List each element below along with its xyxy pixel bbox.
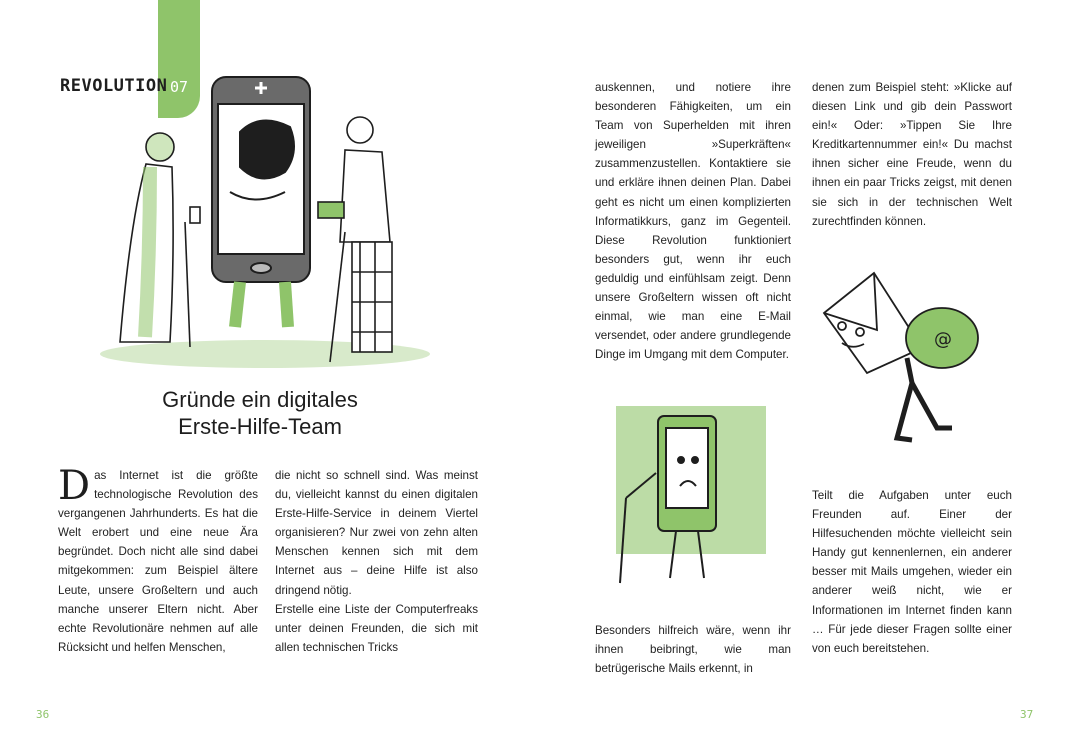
column-4-text: denen zum Beispiel steht: »Klicke auf diesen Link und gib dein Passwort ein!« Oder: »Tippen Sie Ihre Kreditkartennummer ein!« Du machst ihnen sicher eine Freude, wenn du ihnen ein paar Tricks zeigst, mit denen sie sich in der technischen Welt zurechtfinden können. <box>812 81 1012 228</box>
column-6-text: Teilt die Aufgaben unter euch Freunden auf. Einer der Hilfesuchenden möchte vielleicht sein Handy gut kennenlernen, ein anderer besser mit Mails umgehen, wieder ein anderer weiß nicht, wie er Informationen im Internet finden kann … Für jede dieser Fragen sollte einer von euch bereitstehen. <box>812 489 1012 655</box>
section-label: REVOLUTION <box>60 76 168 96</box>
column-2-paragraph-1: die nicht so schnell sind. Was meinst du, vielleicht kannst du einen digitalen Erste-Hilfe-Service in deinem Viertel organisieren? Nur zwei von zehn alten Menschen kennen sich mit dem Internet aus – deine Hilfe ist also dringend nötig. <box>275 469 478 597</box>
envelope-character-illustration <box>812 268 1022 453</box>
article-heading <box>100 386 420 440</box>
old-woman-figure <box>120 133 200 347</box>
text-column-4 <box>812 78 1012 231</box>
column-5-text: Besonders hilfreich wäre, wenn ihr ihnen beibringt, wie man betrügerische Mails erkennt, in <box>595 624 791 676</box>
text-column-6 <box>812 486 1012 658</box>
hero-illustration <box>90 72 435 377</box>
old-man-figure <box>318 117 392 362</box>
svg-text:@: @ <box>934 329 952 350</box>
right-page <box>536 0 1071 752</box>
section-number: 07 <box>170 78 189 96</box>
heading-line-1: Gründe ein digitales <box>162 387 358 412</box>
left-page <box>0 0 535 752</box>
sad-phone-illustration <box>598 398 778 598</box>
drop-cap: D <box>58 463 91 509</box>
column-3-text: auskennen, und notiere ihre besonderen Fähigkeiten, um ein Team von Superhelden mit ihren jeweiligen »Superkräften« zusammenzustellen. Kontaktiere sie und erkläre ihnen deinen Plan. Dabei geht es nicht um einen komplizierten Informatikkurs, ganz im Gegenteil. Diese Revolution funktioniert besonders gut, wenn ihr euch geduldig und einfühlsam zeigt. Denn unsere Großeltern wissen oft nicht einmal, wie man eine E-Mail versendet, oder andere grundlegende Dinge im Umgang mit dem Computer. <box>595 81 791 362</box>
phone-character <box>212 77 310 327</box>
column-2-paragraph-2: Erstelle eine Liste der Computerfreaks unter deinen Freunden, die sich mit allen technischen Tricks <box>275 602 478 654</box>
heading-line-2: Erste-Hilfe-Team <box>178 414 342 439</box>
text-column-5 <box>595 621 791 678</box>
column-1-text: as Internet ist die größte technologische Revolution des vergangenen Jahrhunderts. Es hat die Welt erobert und eine neue Ära begründet. Doch nicht alle sind dabei mitgekommen: zum Beispiel ältere Leute, unsere Großeltern und auch manche unserer Eltern nicht. Aber echte Revolutionäre nehmen auf alle Rücksicht und helfen Menschen, <box>58 469 258 654</box>
page-number-right: 37 <box>1020 708 1034 721</box>
text-column-2 <box>275 466 478 657</box>
text-column-3 <box>595 78 791 364</box>
text-column-1 <box>58 463 258 657</box>
page-number-left: 36 <box>36 708 50 721</box>
